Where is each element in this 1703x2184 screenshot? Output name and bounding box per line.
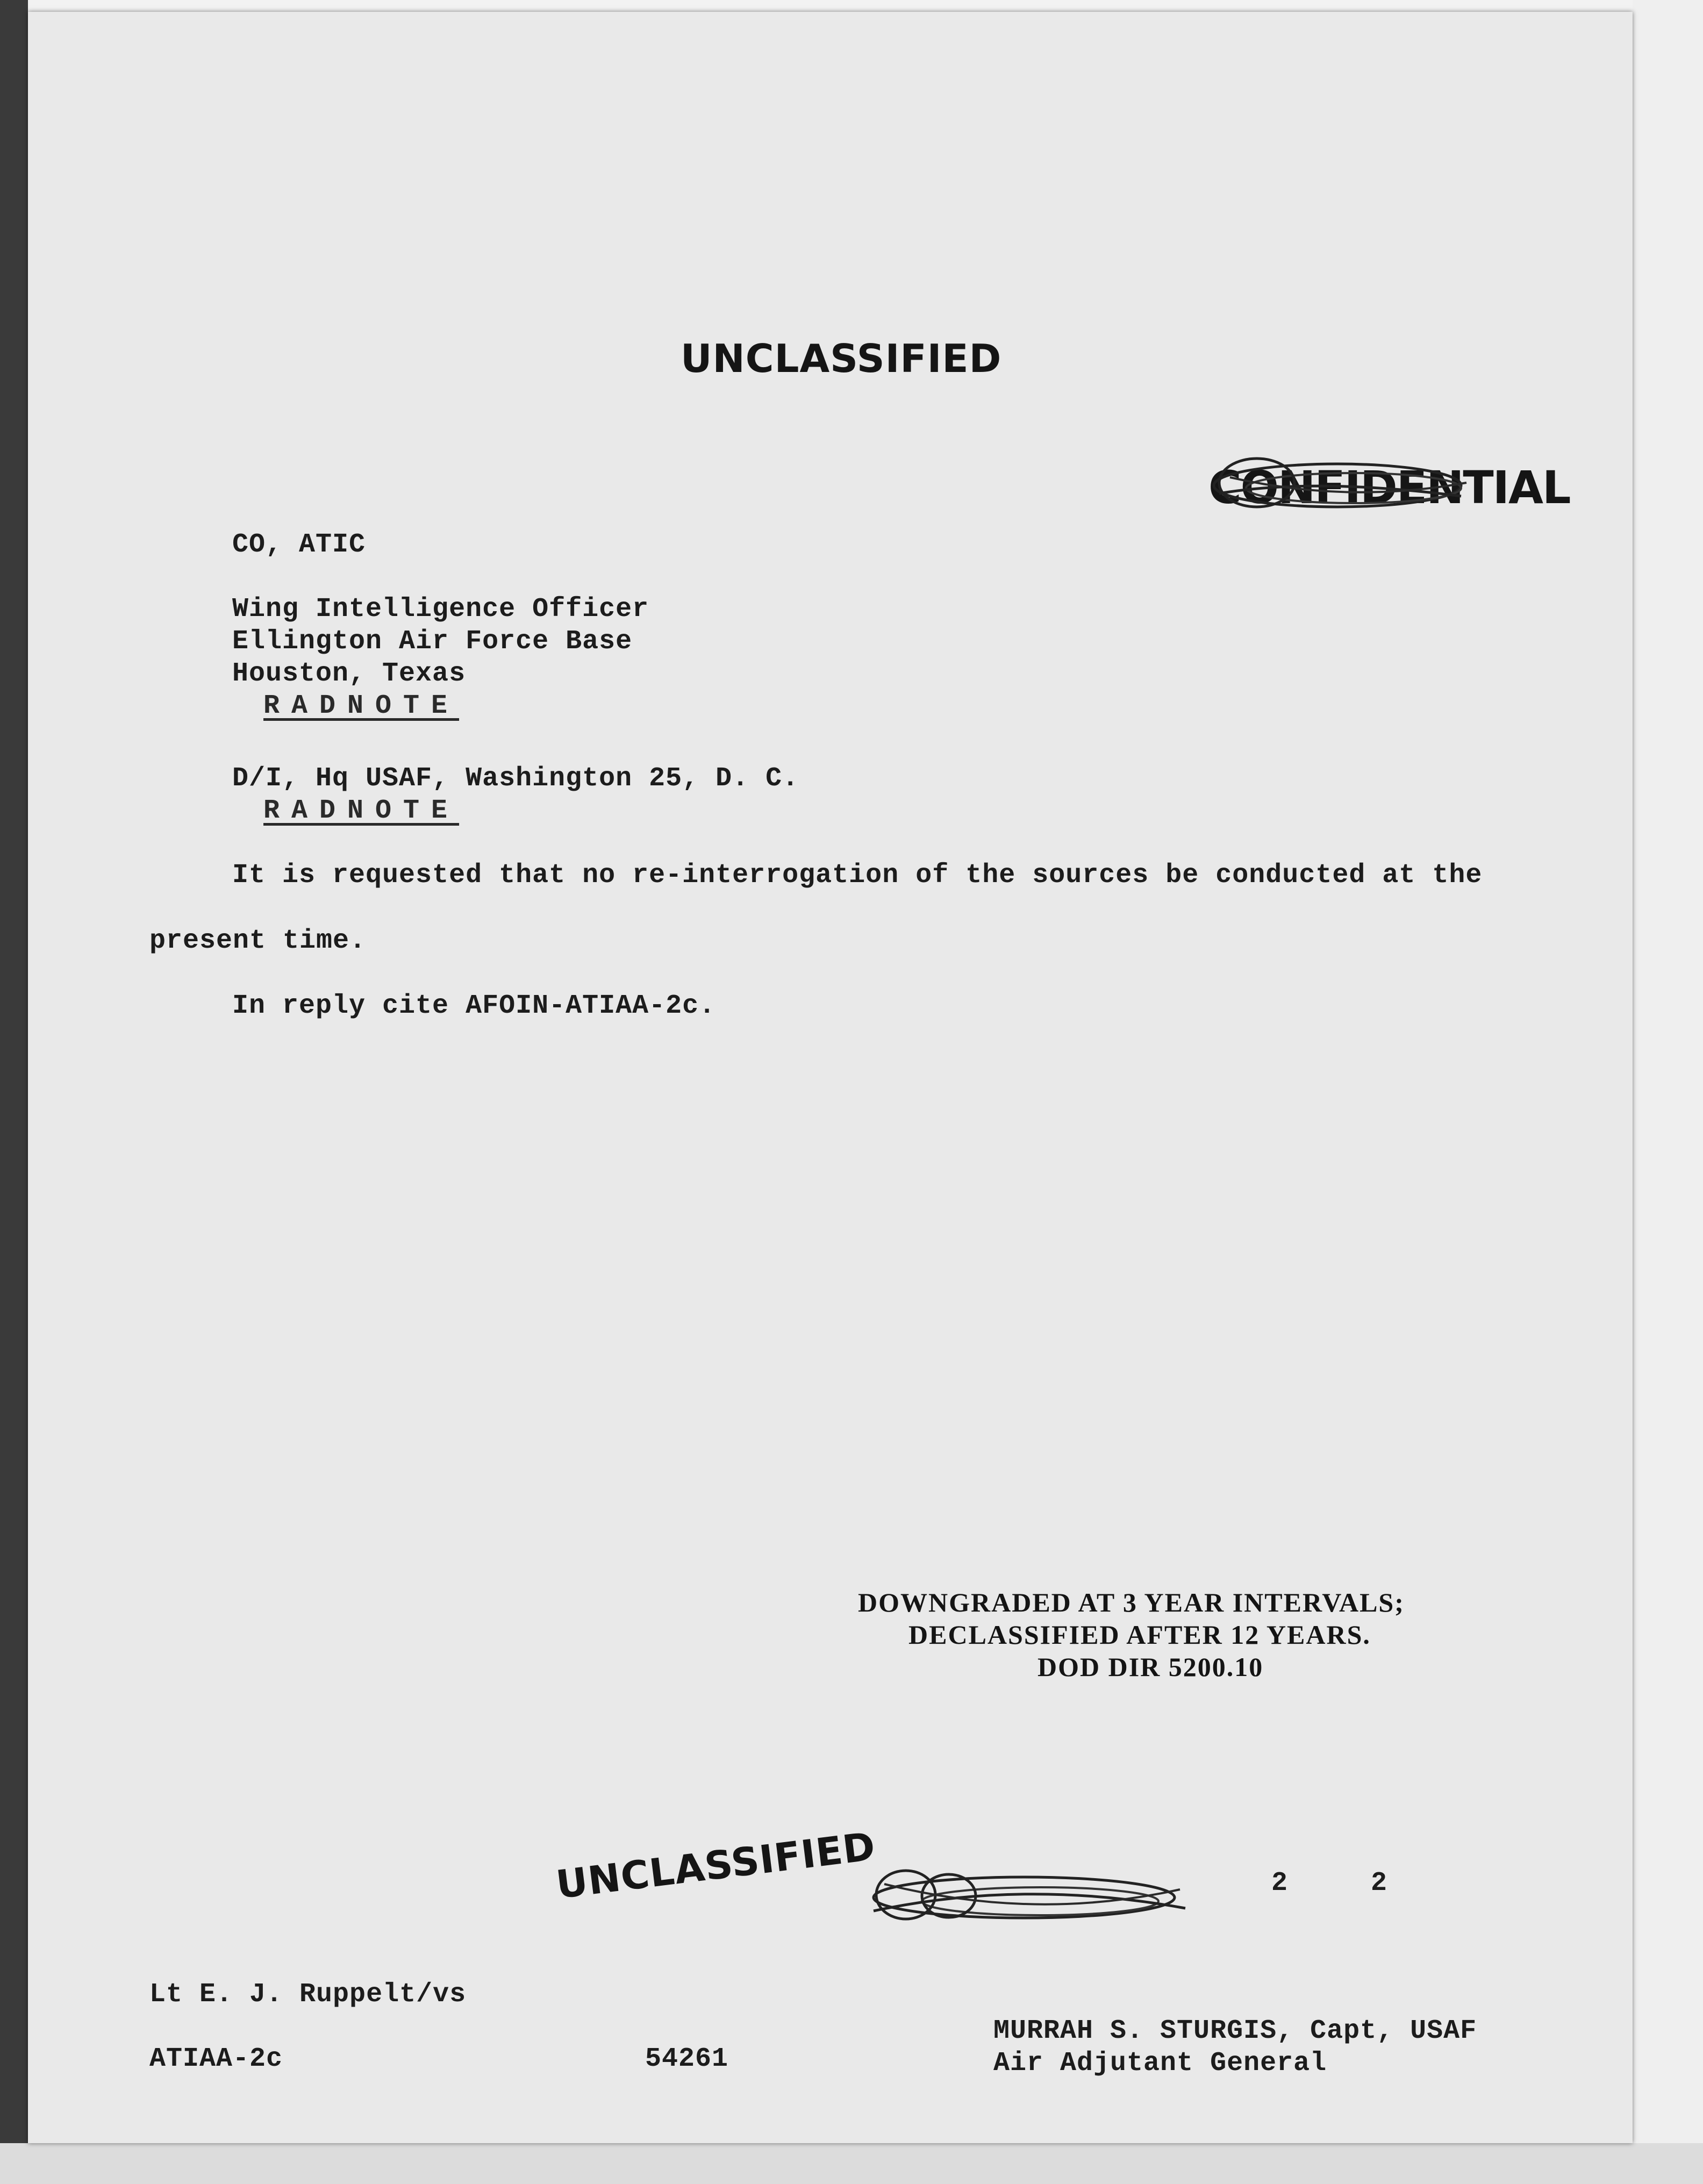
page-number-2: 2 bbox=[1371, 1868, 1388, 1899]
scan-right-edge bbox=[1633, 0, 1703, 2184]
copy1-line2: Ellington Air Force Base bbox=[232, 626, 633, 657]
downgrade-line2: DECLASSIFIED AFTER 12 YEARS. bbox=[908, 1620, 1371, 1650]
copy1-line3: Houston, Texas bbox=[232, 658, 466, 689]
author-line: Lt E. J. Ruppelt/vs bbox=[149, 1979, 467, 2010]
body-line2: present time. bbox=[149, 926, 367, 956]
scribble-icon bbox=[863, 1857, 1196, 1938]
scan-left-edge bbox=[0, 0, 28, 2184]
downgrade-line1: DOWNGRADED AT 3 YEAR INTERVALS; bbox=[858, 1587, 1405, 1617]
footer-unclassified-stamp: UNCLASSIFIED bbox=[554, 1823, 878, 1908]
document-page bbox=[28, 12, 1633, 2143]
file-number: 54261 bbox=[645, 2044, 729, 2074]
office-code: ATIAA-2c bbox=[149, 2044, 283, 2074]
confidential-stamp bbox=[1208, 445, 1570, 526]
downgrade-line3: DOD DIR 5200.10 bbox=[1037, 1652, 1264, 1682]
strikeout-scribble-icon bbox=[1208, 445, 1509, 526]
signature-title: Air Adjutant General bbox=[993, 2048, 1327, 2079]
copy1-line1: Wing Intelligence Officer bbox=[232, 594, 649, 625]
scan-bottom-edge bbox=[0, 2143, 1703, 2184]
scan-top-edge bbox=[0, 0, 1703, 12]
body-line1: It is requested that no re-interrogation of the sources be conducted at the bbox=[232, 860, 1483, 891]
signature-name: MURRAH S. STURGIS, Capt, USAF bbox=[993, 2016, 1477, 2046]
to-line: CO, ATIC bbox=[232, 529, 366, 560]
footer-confidential-scribble bbox=[863, 1857, 1196, 1938]
confidential-stamp-text: CONFIDENTIAL bbox=[1208, 461, 1570, 514]
header-unclassified-stamp: UNCLASSIFIED bbox=[681, 336, 1002, 381]
copy1-method: RADNOTE bbox=[263, 691, 460, 721]
copy2-line1: D/I, Hq USAF, Washington 25, D. C. bbox=[232, 763, 799, 794]
page-number-1: 2 bbox=[1271, 1868, 1289, 1899]
copy2-method: RADNOTE bbox=[263, 796, 460, 826]
body-line3: In reply cite AFOIN-ATIAA-2c. bbox=[232, 991, 716, 1021]
